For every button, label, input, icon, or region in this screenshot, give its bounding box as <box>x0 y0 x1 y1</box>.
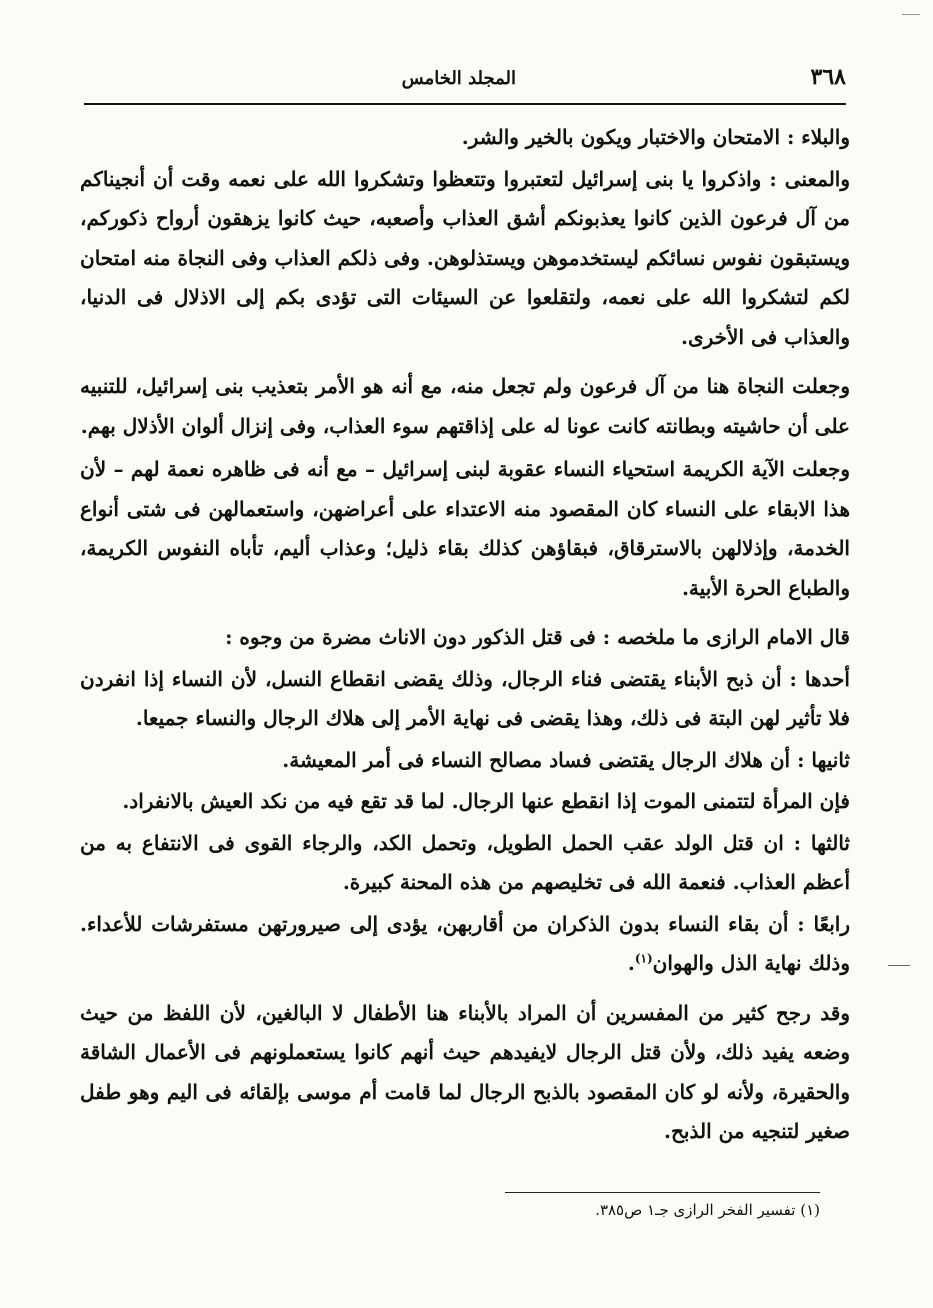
paragraph-third-reason: ثالثها : ان قتل الولد عقب الحمل الطويل، وتحمل الكد، والرجاء القوى فى الانتفاع به من أعظم العذاب. فنعمة الله فى تخليصهم من هذه المحنة كبيرة. <box>80 830 850 894</box>
body-text <box>80 118 850 1152</box>
paragraph-children: وقد رجح كثير من المفسرين أن المراد بالأبناء هنا الأطفال لا البالغين، لأن اللفظ من حيث وضعه يفيد ذلك، ولأن قتل الرجال لايفيدهم حيث أنهم كانوا يستعملونهم فى الأعمال الشاقة والحقيرة، ولأنه لو كان المقصود بالذبح الرجال لما قامت أم موسى بإلقائه فى اليم وهو طفل صغير لتنجيه من الذبح. <box>80 1000 850 1143</box>
scan-edge-mark <box>902 14 920 15</box>
paragraph-razi-intro: قال الامام الرازى ما ملخصه : فى قتل الذكور دون الاناث مضرة من وجوه : <box>225 625 850 649</box>
running-title: المجلد الخامس <box>401 68 516 89</box>
paragraph-rescue: وجعلت النجاة هنا من آل فرعون ولم تجعل منه، مع أنه هو الأمر بتعذيب بنى إسرائيل، للتنبيه على أن حاشيته وبطانته كانت عونا له على إذاقتهم سوء العذاب، وفى إنزال ألوان الأذلال بهم. <box>80 374 850 438</box>
paragraph-fourth-reason: رابعًا : أن بقاء النساء بدون الذكران من أقاربهن، يؤدى إلى صيرورتهن مستفرشات للأعداء. وذلك نهاية الذل والهوان$^{(١)}$. <box>80 911 851 975</box>
paragraph-first-reason: أحدها : أن ذبح الأبناء يقتضى فناء الرجال، وذلك يقضى انقطاع النسل، لأن النساء إذا انفردن فلا تأثير لهن البتة فى ذلك، وهذا يقضى فى نهاية الأمر إلى هلاك الرجال والنساء جميعا. <box>80 666 850 730</box>
paragraph-second-reason-cont: فإن المرأة لتتمنى الموت إذا انقطع عنها الرجال. لما قد تقع فيه من نكد العيش بالانفراد. <box>122 789 850 813</box>
fourth-reason-text: رابعًا : أن بقاء النساء بدون الذكران من أقاربهن، يؤدى إلى صيرورتهن مستفرشات للأعداء. وذلك نهاية الذل والهوان <box>80 911 851 975</box>
paragraph-meaning: والمعنى : واذكروا يا بنى إسرائيل لتعتبروا وتتعظوا وتشكروا الله على نعمه وقت أن أنجيناكم من آل فرعون الذين كانوا يعذبونكم أشق العذاب وأصعبه، حيث كانوا يزهقون أرواح ذكوركم، ويستبقون نفوس نسائكم ليستخدموهن ويستذلوهن. وفى ذلكم العذاب وفى النجاة منه امتحان لكم لتشكروا الله على نعمه، ولتقلعوا عن السيئات التى تؤدى بكم إلى الاذلال فى الدنيا، والعذاب فى الأخرى. <box>80 166 851 349</box>
margin-mark <box>888 965 910 966</box>
paragraph-sparing-women: وجعلت الآية الكريمة استحياء النساء عقوبة لبنى إسرائيل – مع أنه فى ظاهره نعمة لهم – لأن هذا الابقاء على النساء كان المقصود منه الاعتداء على أعراضهن، واستعمالهن فى شتى أنواع الخدمة، وإذلالهن بالاسترقاق، فبقاؤهن كذلك بقاء ذليل؛ وعذاب أليم، تأباه النفوس الكريمة، والطباع الحرة الأبية. <box>80 457 850 600</box>
footnote-rule <box>505 1192 820 1193</box>
page-number: ٣٦٨ <box>810 64 846 90</box>
page-header <box>84 60 846 100</box>
paragraph-second-reason: ثانيها : أن هلاك الرجال يقتضى فساد مصالح النساء فى أمر المعيشة. <box>282 747 850 772</box>
footnote: (١) تفسير الفخر الرازى جـ١ ص٣٨٥. <box>595 1201 820 1219</box>
paragraph-definition: والبلاء : الامتحان والاختبار ويكون بالخير والشر. <box>461 125 850 149</box>
header-rule <box>84 103 846 105</box>
footnote-marker[interactable]: (١) <box>634 951 653 966</box>
